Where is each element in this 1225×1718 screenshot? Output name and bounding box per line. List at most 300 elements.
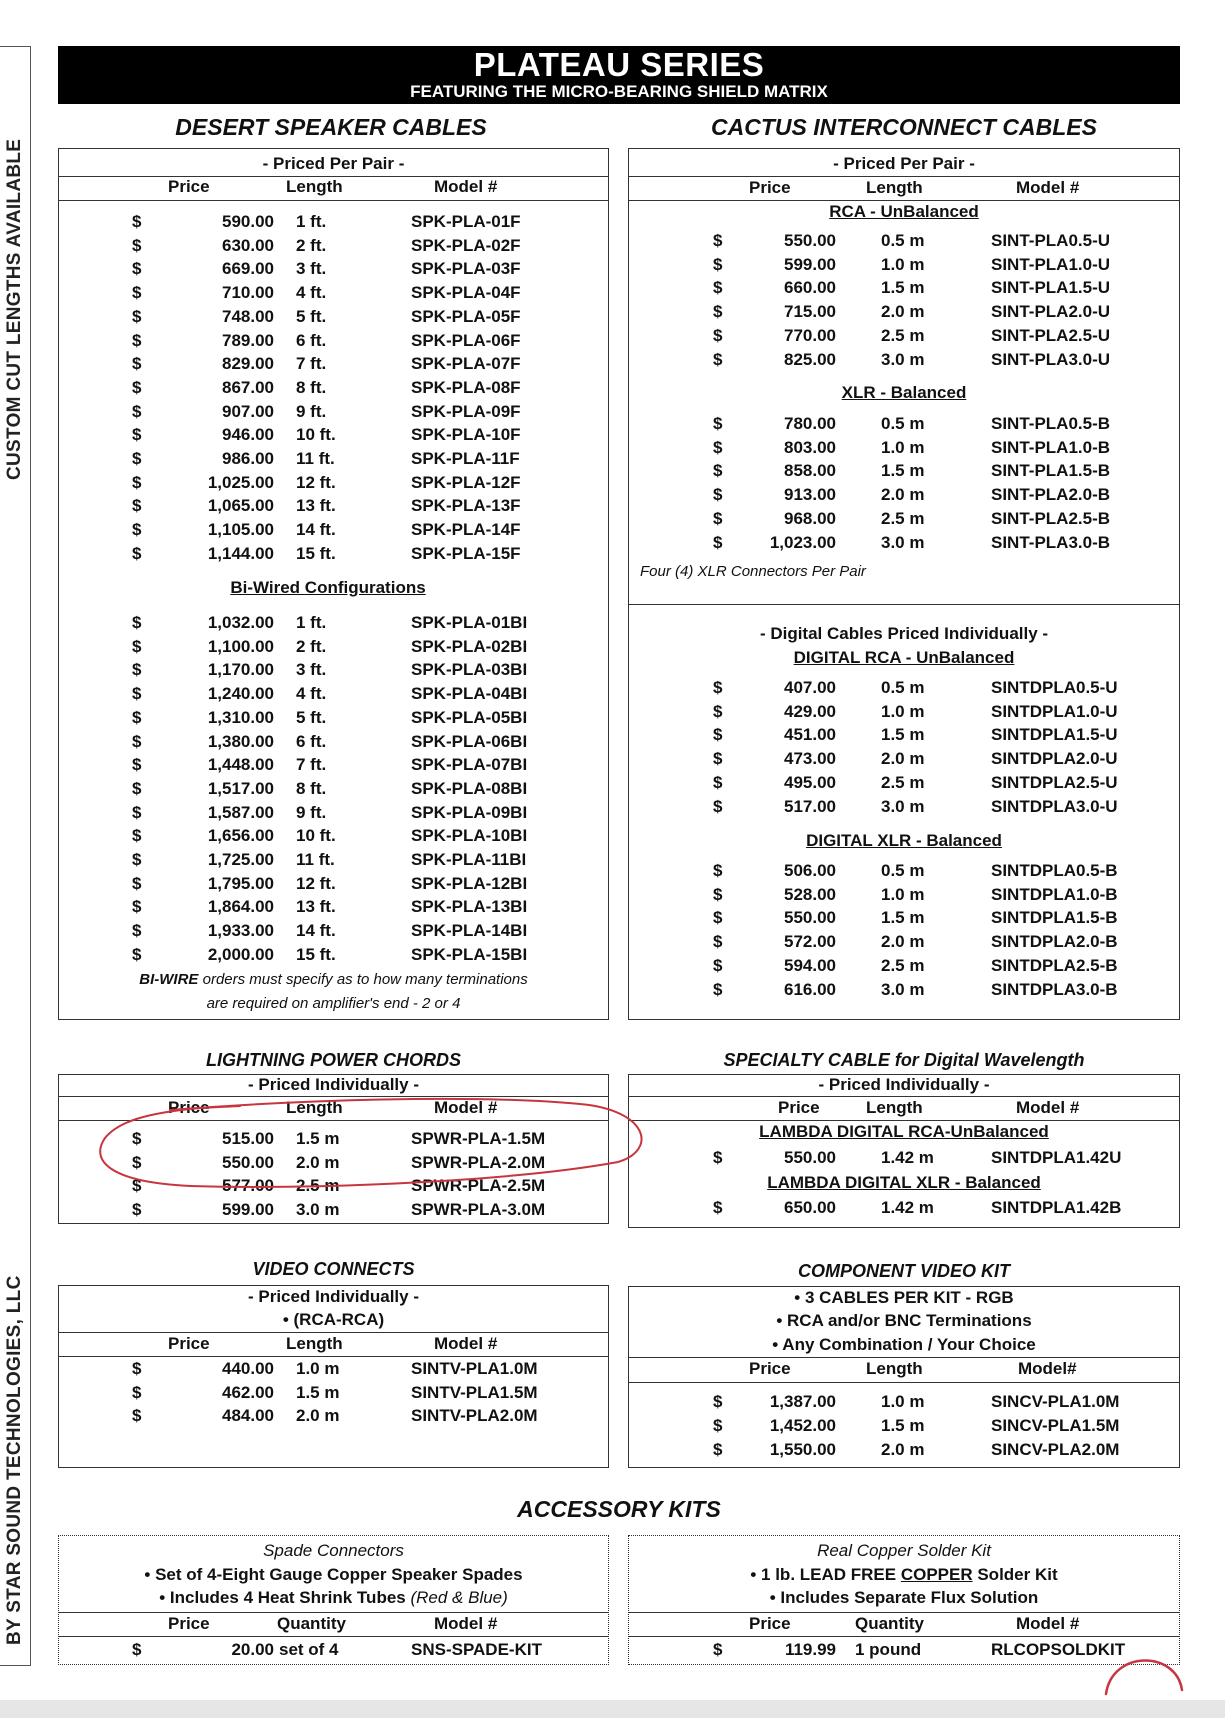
price-cell-len: 2.5 m bbox=[881, 325, 925, 345]
price-cell-mdl: SINTDPLA1.5-U bbox=[991, 725, 1118, 745]
price-cell-mdl: SINTV-PLA1.0M bbox=[411, 1359, 538, 1378]
price-row bbox=[713, 531, 1178, 555]
price-cell-len: 12 ft. bbox=[296, 472, 336, 492]
price-row bbox=[132, 471, 602, 495]
price-cell-len: 6 ft. bbox=[296, 731, 327, 751]
price-row bbox=[713, 676, 1178, 700]
price-cell-prc: 594.00 bbox=[784, 955, 836, 975]
price-cell-len: 15 ft. bbox=[296, 543, 336, 563]
video-sub: • (RCA-RCA) bbox=[282, 1310, 385, 1329]
price-cell-prc: 1,933.00 bbox=[207, 921, 274, 941]
power-price-header: Price bbox=[168, 1098, 210, 1117]
price-cell-dol: $ bbox=[132, 802, 142, 822]
price-row bbox=[713, 906, 1178, 930]
price-cell-len: 2.0 m bbox=[296, 1152, 340, 1172]
cactus-title: CACTUS INTERCONNECT CABLES bbox=[711, 114, 1097, 140]
price-cell-dol: $ bbox=[132, 873, 142, 893]
price-cell-mdl: SPK-PLA-15BI bbox=[411, 944, 528, 964]
price-row bbox=[132, 234, 602, 258]
corner-arc-annotation bbox=[1106, 1660, 1182, 1694]
price-cell-prc: 1,380.00 bbox=[207, 731, 274, 751]
price-row bbox=[713, 436, 1178, 460]
price-cell-mdl: SINT-PLA2.0-B bbox=[991, 485, 1111, 505]
price-cell-dol: $ bbox=[132, 707, 142, 727]
price-cell-len: 2 ft. bbox=[296, 636, 327, 656]
price-row bbox=[132, 400, 602, 424]
price-cell-mdl: SINTDPLA2.0-B bbox=[991, 932, 1118, 952]
price-cell-dol: $ bbox=[132, 1129, 142, 1148]
price-cell-prc: 1,387.00 bbox=[769, 1392, 836, 1411]
specialty-priced: - Priced Individually - bbox=[818, 1075, 990, 1094]
price-cell-prc: 577.00 bbox=[222, 1176, 274, 1195]
price-cell-len: 1.42 m bbox=[881, 1148, 934, 1167]
price-row bbox=[713, 300, 1178, 324]
price-cell-prc: 1,023.00 bbox=[769, 532, 836, 552]
price-row bbox=[713, 229, 1178, 253]
solder-model-header: Model # bbox=[1016, 1614, 1080, 1633]
price-cell-prc: 550.00 bbox=[784, 1148, 836, 1167]
price-cell-mdl: SPK-PLA-01F bbox=[411, 212, 521, 231]
price-cell-len: 0.5 m bbox=[881, 231, 925, 250]
biwire-note-2: are required on amplifier's end - 2 or 4 bbox=[206, 995, 461, 1012]
price-cell-mdl: SPK-PLA-06F bbox=[411, 330, 521, 350]
price-cell-mdl: SPK-PLA-05BI bbox=[411, 707, 528, 727]
price-cell-len: 1.0 m bbox=[881, 884, 925, 904]
price-cell-mdl: SINTDPLA1.42B bbox=[991, 1198, 1122, 1217]
solder-kit-name: Real Copper Solder Kit bbox=[817, 1541, 991, 1560]
price-cell-mdl: SPWR-PLA-3.0M bbox=[411, 1199, 546, 1219]
price-cell-mdl: SPK-PLA-08F bbox=[411, 377, 521, 397]
price-row bbox=[132, 635, 602, 659]
price-cell-dol: $ bbox=[713, 461, 723, 481]
price-row bbox=[713, 723, 1178, 747]
price-cell-prc: 616.00 bbox=[784, 979, 836, 999]
price-cell-prc: 1,240.00 bbox=[207, 684, 274, 704]
price-cell-dol: $ bbox=[132, 1199, 142, 1219]
specialty-length-header: Length bbox=[866, 1098, 923, 1117]
price-cell-len: 9 ft. bbox=[296, 802, 327, 822]
spade-kit-name: Spade Connectors bbox=[263, 1541, 404, 1560]
price-cell-mdl: SINCV-PLA1.5M bbox=[991, 1416, 1120, 1435]
price-row bbox=[713, 1414, 1178, 1438]
price-cell-len: 13 ft. bbox=[296, 496, 336, 516]
price-row bbox=[132, 423, 602, 447]
cactus-model-header: Model # bbox=[1016, 178, 1080, 197]
price-cell-len: 12 ft. bbox=[296, 873, 336, 893]
price-cell-prc: 1,032.00 bbox=[207, 613, 274, 632]
sidebar-custom-lengths: CUSTOM CUT LENGTHS AVAILABLE bbox=[4, 138, 25, 480]
desert-length-header: Length bbox=[286, 177, 343, 196]
price-row bbox=[132, 1174, 602, 1198]
price-cell-prc: 1,725.00 bbox=[207, 850, 274, 869]
price-row bbox=[713, 1146, 1178, 1170]
price-cell-prc: 968.00 bbox=[784, 508, 836, 528]
price-cell-mdl: SPK-PLA-08BI bbox=[411, 778, 528, 798]
price-cell-prc: 789.00 bbox=[222, 330, 274, 350]
price-cell-len: 0.5 m bbox=[881, 414, 925, 433]
bottom-edge-bar bbox=[0, 1700, 1225, 1718]
power-priced: - Priced Individually - bbox=[248, 1075, 419, 1094]
price-cell-prc: 825.00 bbox=[784, 349, 836, 369]
price-row bbox=[132, 1151, 602, 1175]
price-cell-prc: 669.00 bbox=[222, 259, 274, 279]
price-cell-len: 2.0 m bbox=[881, 302, 925, 322]
price-row bbox=[132, 376, 602, 400]
price-cell-prc: 946.00 bbox=[222, 425, 274, 445]
price-cell-dol: $ bbox=[713, 1392, 723, 1411]
price-cell-len: 4 ft. bbox=[296, 283, 327, 303]
price-cell-dol: $ bbox=[132, 235, 142, 255]
price-cell-mdl: SINCV-PLA1.0M bbox=[991, 1392, 1120, 1411]
price-cell-mdl: SPK-PLA-15F bbox=[411, 543, 521, 563]
price-row bbox=[713, 1390, 1178, 1414]
price-cell-dol: $ bbox=[132, 1406, 142, 1425]
digital-xlr-title: DIGITAL XLR - Balanced bbox=[806, 831, 1002, 850]
price-cell-len: 13 ft. bbox=[296, 897, 336, 917]
price-cell-len: 1.0 m bbox=[881, 1392, 925, 1411]
price-cell-dol: $ bbox=[713, 349, 723, 369]
price-row bbox=[132, 611, 602, 635]
solder-kit-row: $ 119.99 1 pound RLCOPSOLDKIT bbox=[713, 1640, 1126, 1659]
price-cell-len: 2.5 m bbox=[881, 508, 925, 528]
price-cell-mdl: SPK-PLA-01BI bbox=[411, 613, 528, 632]
price-cell-prc: 2,000.00 bbox=[207, 944, 274, 964]
price-cell-prc: 462.00 bbox=[222, 1382, 274, 1402]
price-cell-prc: 528.00 bbox=[784, 884, 836, 904]
price-cell-dol: $ bbox=[132, 1382, 142, 1402]
price-cell-dol: $ bbox=[132, 636, 142, 656]
price-cell-mdl: SPK-PLA-14BI bbox=[411, 921, 528, 941]
price-cell-len: 0.5 m bbox=[881, 861, 925, 880]
price-cell-len: 1 ft. bbox=[296, 613, 327, 632]
price-row bbox=[132, 706, 602, 730]
cactus-priced: - Priced Per Pair - bbox=[833, 154, 975, 173]
price-cell-len: 1.42 m bbox=[881, 1198, 934, 1217]
price-cell-dol: $ bbox=[713, 861, 723, 880]
price-cell-dol: $ bbox=[132, 826, 142, 846]
price-row bbox=[713, 700, 1178, 724]
specialty-title: SPECIALTY CABLE for Digital Wavelength bbox=[723, 1050, 1085, 1070]
price-cell-len: 1.5 m bbox=[296, 1129, 340, 1148]
price-cell-len: 0.5 m bbox=[881, 678, 925, 697]
price-cell-len: 7 ft. bbox=[296, 755, 327, 775]
price-cell-len: 10 ft. bbox=[296, 425, 336, 445]
price-cell-mdl: SPWR-PLA-1.5M bbox=[411, 1129, 546, 1148]
price-cell-len: 2.0 m bbox=[296, 1406, 340, 1425]
price-cell-prc: 913.00 bbox=[784, 485, 836, 505]
price-cell-prc: 1,310.00 bbox=[207, 707, 274, 727]
price-cell-dol: $ bbox=[713, 932, 723, 952]
price-cell-dol: $ bbox=[132, 496, 142, 516]
price-row bbox=[132, 352, 602, 376]
price-cell-dol: $ bbox=[132, 449, 142, 468]
price-cell-prc: 780.00 bbox=[784, 414, 836, 433]
price-cell-len: 1.5 m bbox=[296, 1382, 340, 1402]
price-cell-len: 1.5 m bbox=[881, 278, 925, 298]
price-cell-mdl: SPK-PLA-07F bbox=[411, 354, 521, 374]
price-cell-mdl: SPK-PLA-12F bbox=[411, 472, 521, 492]
price-cell-mdl: SPK-PLA-11F bbox=[411, 449, 520, 468]
price-row bbox=[132, 210, 602, 234]
price-cell-prc: 550.00 bbox=[784, 908, 836, 928]
desert-price-header: Price bbox=[168, 177, 210, 196]
price-cell-prc: 517.00 bbox=[784, 796, 836, 816]
price-row bbox=[132, 658, 602, 682]
price-cell-len: 3.0 m bbox=[296, 1199, 340, 1219]
price-cell-dol: $ bbox=[713, 884, 723, 904]
price-row bbox=[132, 777, 602, 801]
price-cell-prc: 710.00 bbox=[222, 283, 274, 303]
price-cell-mdl: SPK-PLA-07BI bbox=[411, 755, 528, 775]
price-cell-dol: $ bbox=[713, 908, 723, 928]
price-cell-mdl: SINTDPLA1.0-B bbox=[991, 884, 1118, 904]
price-row bbox=[132, 824, 602, 848]
desert-title: DESERT SPEAKER CABLES bbox=[175, 114, 487, 140]
price-cell-mdl: SPK-PLA-10F bbox=[411, 425, 521, 445]
series-subtitle: FEATURING THE MICRO-BEARING SHIELD MATRIX bbox=[410, 82, 828, 101]
price-cell-prc: 829.00 bbox=[222, 354, 274, 374]
price-cell-len: 15 ft. bbox=[296, 944, 336, 964]
component-title: COMPONENT VIDEO KIT bbox=[797, 1261, 1010, 1281]
price-cell-mdl: SINT-PLA2.5-B bbox=[991, 508, 1111, 528]
price-cell-dol: $ bbox=[132, 613, 142, 632]
price-row bbox=[713, 795, 1178, 819]
price-cell-mdl: SPWR-PLA-2.5M bbox=[411, 1176, 546, 1195]
digital-priced: - Digital Cables Priced Individually - bbox=[759, 624, 1049, 643]
price-cell-mdl: SINTDPLA3.0-U bbox=[991, 796, 1118, 816]
price-cell-dol: $ bbox=[713, 325, 723, 345]
price-cell-prc: 858.00 bbox=[784, 461, 836, 481]
solder-kit-bullet-2: • Includes Separate Flux Solution bbox=[769, 1588, 1039, 1607]
price-cell-mdl: SPK-PLA-13BI bbox=[411, 897, 528, 917]
price-cell-dol: $ bbox=[132, 1152, 142, 1172]
price-cell-dol: $ bbox=[132, 543, 142, 563]
price-cell-len: 3.0 m bbox=[881, 796, 925, 816]
price-cell-prc: 515.00 bbox=[222, 1129, 274, 1148]
solder-qty-header: Quantity bbox=[855, 1614, 924, 1633]
price-cell-dol: $ bbox=[132, 850, 142, 869]
price-row bbox=[132, 257, 602, 281]
spade-model-header: Model # bbox=[434, 1614, 498, 1633]
price-row bbox=[132, 542, 602, 566]
price-cell-len: 2.5 m bbox=[296, 1176, 340, 1195]
price-cell-prc: 550.00 bbox=[784, 231, 836, 250]
component-bullet-3: • Any Combination / Your Choice bbox=[772, 1335, 1036, 1354]
series-title: PLATEAU SERIES bbox=[473, 46, 765, 83]
price-row bbox=[713, 483, 1178, 507]
price-cell-dol: $ bbox=[713, 278, 723, 298]
price-cell-len: 1.0 m bbox=[881, 701, 925, 721]
price-cell-len: 2.0 m bbox=[881, 485, 925, 505]
price-cell-prc: 1,795.00 bbox=[207, 873, 274, 893]
price-cell-dol: $ bbox=[713, 532, 723, 552]
price-cell-mdl: SINT-PLA0.5-U bbox=[991, 231, 1111, 250]
lambda-rca-title: LAMBDA DIGITAL RCA-UnBalanced bbox=[759, 1122, 1049, 1141]
price-cell-prc: 1,550.00 bbox=[769, 1440, 836, 1459]
price-cell-dol: $ bbox=[132, 660, 142, 680]
price-cell-dol: $ bbox=[132, 897, 142, 917]
price-row bbox=[713, 253, 1178, 277]
spade-price-header: Price bbox=[168, 1614, 210, 1633]
price-cell-len: 14 ft. bbox=[296, 520, 336, 540]
digital-rca-title: DIGITAL RCA - UnBalanced bbox=[793, 648, 1015, 667]
price-cell-len: 2.0 m bbox=[881, 1440, 925, 1459]
spade-kit-bullet-1: • Set of 4-Eight Gauge Copper Speaker Spades bbox=[144, 1565, 523, 1584]
price-cell-len: 1.5 m bbox=[881, 461, 925, 481]
price-cell-prc: 715.00 bbox=[784, 302, 836, 322]
component-bullet-2: • RCA and/or BNC Terminations bbox=[776, 1311, 1032, 1330]
price-cell-prc: 770.00 bbox=[784, 325, 836, 345]
price-cell-len: 10 ft. bbox=[296, 826, 336, 846]
price-row bbox=[713, 348, 1178, 372]
price-row bbox=[713, 412, 1178, 436]
price-cell-prc: 1,452.00 bbox=[769, 1416, 836, 1435]
desert-priced: - Priced Per Pair - bbox=[262, 154, 405, 173]
price-row bbox=[713, 930, 1178, 954]
price-row bbox=[132, 1198, 602, 1222]
price-cell-prc: 429.00 bbox=[784, 701, 836, 721]
price-row bbox=[713, 276, 1178, 300]
price-cell-mdl: SINT-PLA3.0-B bbox=[991, 532, 1111, 552]
price-cell-dol: $ bbox=[713, 302, 723, 322]
price-cell-mdl: SPK-PLA-05F bbox=[411, 306, 521, 326]
component-length-header: Length bbox=[866, 1359, 923, 1378]
price-cell-dol: $ bbox=[713, 1440, 723, 1459]
desert-biwired-title: Bi-Wired Configurations bbox=[230, 578, 426, 597]
price-cell-dol: $ bbox=[713, 701, 723, 721]
price-cell-mdl: SPK-PLA-09BI bbox=[411, 802, 528, 822]
price-cell-len: 8 ft. bbox=[296, 778, 327, 798]
price-cell-dol: $ bbox=[713, 1148, 723, 1167]
price-cell-dol: $ bbox=[713, 749, 723, 769]
price-cell-mdl: SINTDPLA1.42U bbox=[991, 1148, 1122, 1167]
price-row bbox=[132, 329, 602, 353]
price-cell-mdl: SPK-PLA-02F bbox=[411, 235, 521, 255]
price-row bbox=[132, 919, 602, 943]
price-cell-prc: 748.00 bbox=[222, 306, 274, 326]
price-row bbox=[132, 872, 602, 896]
price-cell-len: 5 ft. bbox=[296, 707, 327, 727]
power-model-header: Model # bbox=[434, 1098, 498, 1117]
price-cell-mdl: SPK-PLA-14F bbox=[411, 520, 521, 540]
price-cell-dol: $ bbox=[713, 1198, 723, 1217]
price-cell-dol: $ bbox=[132, 401, 142, 421]
price-cell-prc: 1,144.00 bbox=[207, 543, 274, 563]
cactus-rca-title: RCA - UnBalanced bbox=[829, 202, 979, 221]
price-cell-mdl: SINTDPLA2.5-U bbox=[991, 772, 1118, 792]
price-cell-dol: $ bbox=[132, 684, 142, 704]
price-cell-dol: $ bbox=[713, 725, 723, 745]
price-cell-mdl: SINTDPLA1.0-U bbox=[991, 701, 1118, 721]
price-cell-mdl: SPK-PLA-04BI bbox=[411, 684, 528, 704]
price-cell-dol: $ bbox=[713, 796, 723, 816]
price-cell-prc: 506.00 bbox=[784, 861, 836, 880]
price-row bbox=[132, 682, 602, 706]
price-cell-mdl: SPK-PLA-06BI bbox=[411, 731, 528, 751]
price-cell-dol: $ bbox=[713, 485, 723, 505]
price-row bbox=[132, 1404, 602, 1428]
price-cell-dol: $ bbox=[713, 979, 723, 999]
solder-price-header: Price bbox=[749, 1614, 791, 1633]
price-row bbox=[132, 305, 602, 329]
price-cell-mdl: SPK-PLA-12BI bbox=[411, 873, 528, 893]
price-cell-prc: 630.00 bbox=[222, 235, 274, 255]
price-cell-len: 1.5 m bbox=[881, 1416, 925, 1435]
price-cell-len: 2.0 m bbox=[881, 749, 925, 769]
price-cell-mdl: SPK-PLA-11BI bbox=[411, 850, 527, 869]
cactus-price-header: Price bbox=[749, 178, 791, 197]
price-cell-mdl: SPK-PLA-10BI bbox=[411, 826, 528, 846]
price-cell-mdl: SPK-PLA-03F bbox=[411, 259, 521, 279]
solder-kit-bullet-1: • 1 lb. LEAD FREE COPPER Solder Kit bbox=[750, 1565, 1058, 1584]
price-cell-prc: 473.00 bbox=[784, 749, 836, 769]
price-row bbox=[713, 747, 1178, 771]
power-title: LIGHTNING POWER CHORDS bbox=[206, 1050, 461, 1070]
price-cell-len: 1 ft. bbox=[296, 212, 327, 231]
price-cell-len: 3 ft. bbox=[296, 259, 327, 279]
price-row bbox=[132, 753, 602, 777]
price-cell-len: 3.0 m bbox=[881, 979, 925, 999]
price-cell-prc: 495.00 bbox=[784, 772, 836, 792]
price-cell-dol: $ bbox=[132, 778, 142, 798]
price-cell-prc: 451.00 bbox=[784, 725, 836, 745]
spade-qty-header: Quantity bbox=[277, 1614, 346, 1633]
price-cell-mdl: SINT-PLA3.0-U bbox=[991, 349, 1111, 369]
price-cell-len: 3.0 m bbox=[881, 532, 925, 552]
spade-kit-row: $ 20.00 set of 4 SNS-SPADE-KIT bbox=[132, 1640, 542, 1659]
price-cell-prc: 1,656.00 bbox=[207, 826, 274, 846]
price-cell-mdl: SPK-PLA-04F bbox=[411, 283, 521, 303]
price-cell-dol: $ bbox=[132, 354, 142, 374]
price-cell-mdl: SPWR-PLA-2.0M bbox=[411, 1152, 546, 1172]
xlr-connectors-note: Four (4) XLR Connectors Per Pair bbox=[640, 563, 866, 580]
price-cell-mdl: SINT-PLA2.5-U bbox=[991, 325, 1111, 345]
price-cell-mdl: SINT-PLA1.5-U bbox=[991, 278, 1111, 298]
price-cell-len: 3 ft. bbox=[296, 660, 327, 680]
price-row bbox=[713, 324, 1178, 348]
cactus-xlr-title: XLR - Balanced bbox=[841, 383, 967, 402]
price-cell-len: 1.0 m bbox=[881, 437, 925, 457]
price-row bbox=[713, 978, 1178, 1002]
price-cell-len: 4 ft. bbox=[296, 684, 327, 704]
price-cell-prc: 1,105.00 bbox=[207, 520, 274, 540]
video-priced: - Priced Individually - bbox=[248, 1287, 419, 1306]
price-cell-mdl: SPK-PLA-03BI bbox=[411, 660, 528, 680]
price-cell-dol: $ bbox=[132, 425, 142, 445]
price-cell-dol: $ bbox=[132, 1176, 142, 1195]
price-cell-len: 14 ft. bbox=[296, 921, 336, 941]
price-cell-dol: $ bbox=[713, 437, 723, 457]
price-cell-prc: 1,100.00 bbox=[207, 636, 274, 656]
price-cell-prc: 907.00 bbox=[222, 401, 274, 421]
component-bullet-1: • 3 CABLES PER KIT - RGB bbox=[794, 1288, 1014, 1307]
price-row bbox=[713, 954, 1178, 978]
price-row bbox=[132, 895, 602, 919]
price-cell-prc: 867.00 bbox=[222, 377, 274, 397]
price-cell-prc: 590.00 bbox=[222, 212, 274, 231]
price-cell-dol: $ bbox=[132, 306, 142, 326]
price-row bbox=[132, 801, 602, 825]
lambda-xlr-title: LAMBDA DIGITAL XLR - Balanced bbox=[767, 1173, 1041, 1192]
price-cell-prc: 1,587.00 bbox=[207, 802, 274, 822]
price-cell-len: 7 ft. bbox=[296, 354, 327, 374]
price-cell-prc: 1,448.00 bbox=[207, 755, 274, 775]
price-row bbox=[132, 518, 602, 542]
price-cell-mdl: SINT-PLA1.0-B bbox=[991, 437, 1111, 457]
price-cell-len: 2 ft. bbox=[296, 235, 327, 255]
price-cell-mdl: SINT-PLA0.5-B bbox=[991, 414, 1111, 433]
price-cell-len: 1.0 m bbox=[296, 1359, 340, 1378]
